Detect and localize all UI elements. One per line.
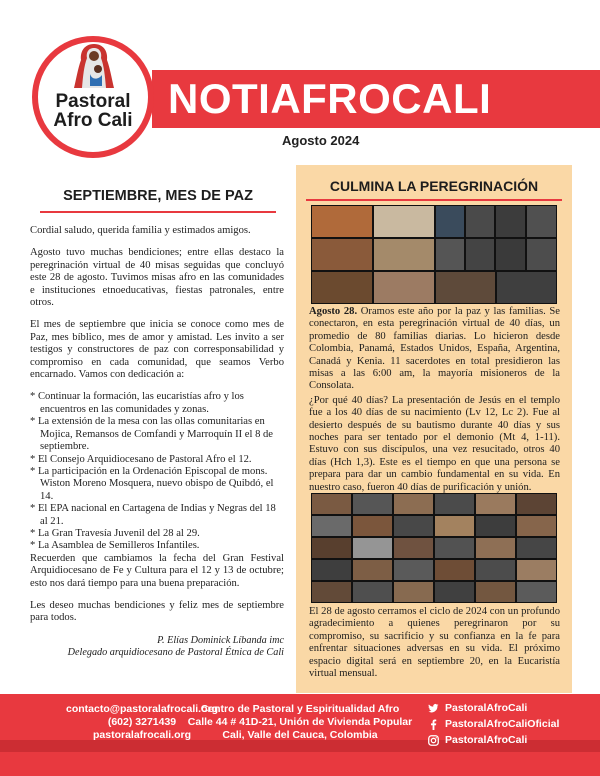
participant-tile (311, 559, 352, 581)
participant-tile (434, 581, 475, 603)
video-call-photo-2 (311, 493, 557, 603)
participant-tile (434, 537, 475, 559)
participant-tile (352, 493, 393, 515)
feature-lead: Agosto 28. (309, 306, 358, 317)
participant-tile (496, 271, 557, 304)
newsletter-title: NOTIAFROCALI (168, 75, 492, 122)
participant-tile (393, 559, 434, 581)
org-name-line2: Afro Cali (53, 110, 133, 131)
participant-tile (475, 493, 516, 515)
agenda-list (30, 391, 284, 552)
feature-text-top (309, 306, 560, 496)
feature-paragraph (309, 306, 560, 393)
participant-tile (352, 559, 393, 581)
participant-tile (311, 537, 352, 559)
participant-tile (516, 493, 557, 515)
video-call-photo-1 (311, 205, 557, 304)
editorial-paragraph: El mes de septiembre que inicia se conoce como mes de Paz, mes bíblico, mes de amor y amistad. Les invito a ser testigos y constructores de paz con corresponsabilidad y compromiso en cada comunidad, que seamos Verbo encarnado. Vamos con dedicación a: (30, 319, 284, 381)
address-line: Calle 44 # 41D-21, Unión de Vivienda Popular (187, 716, 413, 728)
participant-tile (352, 581, 393, 603)
feature-title: CULMINA LA PEREGRINACIÓN (329, 178, 539, 194)
footer-address (184, 703, 416, 742)
participant-tile (434, 515, 475, 537)
signature-role: Delegado arquidiocesano de Pastoral Étnica de Cali (67, 647, 284, 659)
header (0, 0, 600, 160)
participant-tile (352, 515, 393, 537)
address-line: Centro de Pastoral y Espiritualidad Afro (200, 703, 400, 715)
social-instagram[interactable] (428, 732, 598, 748)
editorial-paragraph: Les deseo muchas bendiciones y feliz mes de septiembre para todos. (30, 599, 284, 624)
participant-tile (311, 493, 352, 515)
agenda-item: * La extensión de la mesa con las ollas comunitarias en Mojica, Remansos de Comfandi y Marroquín II el 8 de septiembre. (30, 416, 284, 453)
participant-tile (465, 238, 495, 271)
agenda-item: * La Gran Travesía Juvenil del 28 al 29. (30, 528, 284, 540)
participant-tile (311, 515, 352, 537)
editorial-paragraph: Agosto tuvo muchas bendiciones; entre ellas destaco la peregrinación virtual de 40 misas seguidas que concluyó este 28 de agosto. Tuvimos misas afro en las comunidades e instituciones etnoeducativas, fiestas patronales, entre otros. (30, 247, 284, 309)
participant-tile (434, 493, 475, 515)
participant-tile (393, 515, 434, 537)
address-line: Cali, Valle del Cauca, Colombia (222, 729, 378, 741)
contact-email[interactable]: contacto@pastoralafrocali.org (65, 703, 219, 715)
participant-tile (475, 581, 516, 603)
agenda-item: * La Asamblea de Semilleros Infantiles. (30, 540, 284, 552)
twitter-icon (428, 703, 439, 714)
issue-date: Agosto 2024 (282, 133, 360, 148)
facebook-icon (428, 719, 439, 730)
feature-lead-text: Oramos este año por la paz y las familias. Se conectaron, en esta peregrinación virtual de 40 días, un promedio de 80 familias diarias. Lo hicieron desde Colombia, Panamá, Estados Unidos, España, Argentina, Canadá y Kenia. 11 sacerdotes en total presidieron las misas a las 6:00 am, la mayoría misioneros de la Consolata. (309, 306, 560, 392)
agenda-item: * La participación en la Ordenación Episcopal de mons. Wiston Moreno Mosquera, nuevo obispo de Quibdó, el 14. (30, 466, 284, 503)
greeting: Cordial saludo, querida familia y estimados amigos. (30, 225, 251, 236)
signature (30, 635, 284, 660)
participant-tile (435, 271, 496, 304)
participant-tile (526, 238, 557, 271)
feature-text-bottom (309, 606, 560, 680)
org-name-line1: Pastoral (55, 91, 131, 112)
participant-tile (373, 238, 435, 271)
participant-tile (465, 205, 495, 238)
feature-paragraph: El 28 de agosto cerramos el ciclo de 2024 con un profundo agradecimiento a quienes peregrinaron por su compromiso, su sacrificio y su confianza en la fe para enfrentar situaciones adversas en su vida. El próximo espacio digital será en septiembre 20, en la Eucaristía virtual mensual. (309, 606, 560, 680)
twitter-handle: PastoralAfroCali (445, 701, 528, 714)
participant-tile (495, 205, 526, 238)
participant-tile (393, 581, 434, 603)
participant-tile (475, 559, 516, 581)
contact-phone: (602) 3271439 (107, 716, 177, 728)
participant-tile (311, 205, 373, 238)
participant-tile (516, 515, 557, 537)
madonna-logo-icon (72, 42, 116, 90)
agenda-item: * El Consejo Arquidiocesano de Pastoral Afro el 12. (30, 454, 284, 466)
social-facebook[interactable] (428, 716, 598, 732)
editorial-column (30, 188, 284, 660)
facebook-handle: PastoralAfroCaliOficial (445, 717, 560, 730)
editorial-title: SEPTIEMBRE, MES DE PAZ (40, 188, 276, 213)
participant-tile (435, 205, 465, 238)
participant-tile (435, 238, 465, 271)
agenda-item: * El EPA nacional en Cartagena de Indias y Negras del 18 al 21. (30, 503, 284, 528)
participant-tile (373, 205, 435, 238)
instagram-icon (428, 735, 439, 746)
participant-tile (516, 581, 557, 603)
participant-tile (495, 238, 526, 271)
participant-tile (393, 493, 434, 515)
editorial-paragraph: Recuerden que cambiamos la fecha del Gran Festival Arquidiocesano de Fe y Cultura para el 12 y 13 de octubre; esto nos dará tiempo para una buena preparación. (30, 552, 284, 589)
feature-divider (306, 199, 562, 201)
participant-tile (434, 559, 475, 581)
social-twitter[interactable] (428, 700, 598, 716)
agenda-item: * Continuar la formación, las eucaristías afro y los encuentros en las comunidades y zonas. (30, 391, 284, 416)
feature-paragraph: ¿Por qué 40 días? La presentación de Jesús en el templo fue a los 40 días de su nacimiento (Lv 12, Lc 2). Fue al desierto después de su bautismo durante 40 días y sus noches para ser tentado por el demonio (Mt 4, 1-11). Estuvo con sus discípulos, una vez resucitado, otros 40 días (Hch 1,3). Este es el tiempo en que una persona se prepara para dar un cambio fundamental en su vida. En nuestro caso, fueron 40 días de purificación y unión. (309, 394, 560, 493)
participant-tile (475, 537, 516, 559)
participant-tile (516, 537, 557, 559)
contact-website[interactable]: pastoralafrocali.org (92, 729, 192, 741)
instagram-handle: PastoralAfroCali (445, 733, 528, 746)
signature-name: P. Elías Dominick Líbanda imc (157, 634, 284, 646)
logo-text (44, 92, 142, 130)
participant-tile (373, 271, 435, 304)
participant-tile (311, 271, 373, 304)
participant-tile (526, 205, 557, 238)
participant-tile (311, 581, 352, 603)
participant-tile (311, 238, 373, 271)
footer-social (428, 700, 598, 748)
participant-tile (516, 559, 557, 581)
participant-tile (475, 515, 516, 537)
participant-tile (352, 537, 393, 559)
participant-tile (393, 537, 434, 559)
